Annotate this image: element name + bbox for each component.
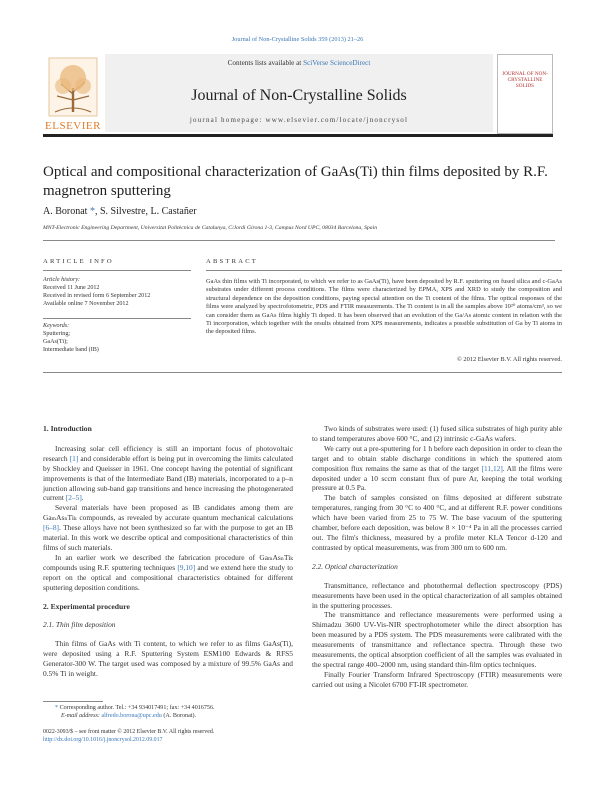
email-label: E-mail address: [61,713,102,719]
history-label: Article history: [43,277,81,283]
journal-homepage [105,116,493,124]
email-link[interactable]: alfredo.borona@upc.edu [101,713,162,719]
article-title: Optical and compositional characterization of GaAs(Ti) thin films deposited by R.F. magnetron sputtering [43,164,548,199]
journal-banner [105,54,493,132]
citation-link[interactable]: [2–5] [65,493,82,503]
paragraph: Finally Fourier Transform Infrared Spectroscopy (FTIR) measurements were carried out using a Nicolet 6700 FT-IR spectrometer. [312,669,562,689]
citation-header[interactable]: Journal of Non-Crystalline Solids 359 (2013) 21–26 [231,36,364,43]
author-list [43,206,197,217]
corresponding-author-mark[interactable]: * [89,206,95,217]
keywords [43,322,193,354]
abstract-text: GaAs thin films with Ti incorporated, to which we refer to as GaAs(Ti), have been deposited by R.F. sputtering on fused silica and c-GaAs substrates under different process conditions. The films were characterized by EPMA, XPS and XRD to study the composition and structural dependence on the deposition conditions, paying special attention on the Ti content of the films. The optical responses of the films were analyzed by spectrofotometric, PDS and FTIR measurements. The Ti content is in all the samples above 10²⁰ atoms/cm³, so we can consider them as GaAs films highly Ti doped. It has been observed that an evolution of the Ga/As atomic content in relation with the Ti incorporation, which together with the results obtained from XPS measurements, indicates a possible substitution of Ga by Ti atoms in the deposited films. [206,278,562,336]
doi-link[interactable]: http://dx.doi.org/10.1016/j.jnoncrysol.2012.09.017 [43,736,163,743]
journal-title: Journal of Non-Crystalline Solids [191,87,407,104]
keywords-rule [43,318,191,319]
homepage-prefix: journal homepage: [189,116,266,124]
paragraph: The transmittance and reflectance measurements were performed using a Shimadzu 3600 UV-Vis-NIR spectrophotometer while the direct absorption has been measured by a PDS system. The PDS measurements were calibrated with the measurements of transmittance and reflectance spectra. Through these two measurements, the optical absorption coefficient of all the samples was evaluated in the spectral range 400–2000 nm, using standard thin-film optics techniques. [312,610,562,669]
left-column [43,424,293,679]
paragraph: Several materials have been proposed as IB candidates among them are GaₘAsₙTiₖ compounds, as revealed by accurate quantum mechanical calculations [6–8]. These alloys have not been synthesized so far with the purpose to get an IB material. In this work we describe optical and compositional characteristics of thin films of such materials. [43,503,293,552]
citation-link[interactable]: [11,12] [481,463,503,473]
email-tail: (A. Boronat). [161,713,197,719]
abstract-heading: ABSTRACT [206,258,259,265]
section-heading-introduction: 1. Introduction [43,424,92,433]
article-info-rule [43,270,191,271]
author-first: A. Boronat [43,206,90,217]
section-heading-experimental: 2. Experimental procedure [43,601,130,611]
history-online: Available online 7 November 2012 [43,301,129,307]
paragraph: Thin films of GaAs with Ti content, to which we refer to as films GaAs(Ti), were deposited using a R.F. Sputtering System ESM100 Edwards & RFS5 Generator-300 W. The target used was composed by a mixture of 99.5% GaAs and 0.5% Ti in weight. [43,639,293,679]
author-others: , S. Silvestre, L. Castañer [94,206,197,217]
issn-doi-block [43,729,303,745]
keywords-label: Keywords: [43,323,70,329]
subsection-heading: 2.2. Optical characterization [312,561,398,571]
citation-link[interactable]: [9,10] [177,562,196,572]
history-revised: Received in revised form 6 September 2012 [43,293,151,299]
footnote-contact: Corresponding author. Tel.: +34 934017491; fax: +34 4016756. [58,705,215,711]
paragraph: Increasing solar cell efficiency is still an important focus of photovoltaic research [1] and considerable effort is being put in overcoming the limits calculated by Shockley and Queisser in 1961. One concept having the potential of significant improvements is that of the Intermediate Band (IB) materials, incorporated to a p–n junction allowing sub-band gap transitions and hence increasing the photogenerated current [2–5]. [43,443,293,503]
footnote [43,704,293,720]
right-column [312,424,562,690]
issn-line: 0022-3093/$ – see front matter © 2012 Elsevier B.V. All rights reserved. [43,729,215,735]
elsevier-wordmark: ELSEVIER [45,120,101,132]
paragraph: In an earlier work we described the fabrication procedure of GaₘAsₙTiₖ compounds using R.F. sputtering techniques [9,10] and we extend here the study to report on the optical and compositional characteristics obtained for different sputtering deposition conditions. [43,552,294,592]
footnote-mark: * [55,705,59,711]
homepage-link[interactable]: www.elsevier.com/locate/jnoncrysol [265,116,409,124]
section-divider [43,240,555,241]
citation-link[interactable]: [6–8] [43,523,60,533]
subsection-heading: 2.1. Thin film deposition [43,620,116,630]
history-received: Received 11 June 2012 [43,285,100,291]
article-info-heading: ARTICLE INFO [43,258,114,265]
keyword-item: Sputtering; [43,331,71,337]
paragraph: Transmittance, reflectance and photothermal deflection spectroscopy (PDS) measurements have been used in the optical characterization of all samples obtained in the sputtering processes. [312,580,562,610]
abstract-rule [206,270,562,271]
keyword-item: GaAs(Ti); [43,339,68,345]
contents-prefix: Contents lists available at [227,59,304,67]
journal-cover-thumbnail [497,54,553,134]
cover-title: JOURNAL OF NON-CRYSTALLINE SOLIDS [502,71,548,89]
article-history [43,276,193,308]
abstract-copyright: © 2012 Elsevier B.V. All rights reserved. [456,356,562,363]
paragraph: The batch of samples consisted on films deposited at different substrate temperatures, ranging from 30 °C to 400 °C, and at different R.F. power conditions which have been varied from 25 to 75 W. The base vacuum of the sputtering chamber, before each deposition, was below 8 × 10⁻⁴ Pa in all the processes carried out. The film's thickness, measured by a profile meter KLA Tencor d-120 and contrasted by optical measurements, was from 300 nm to 600 nm. [312,493,562,552]
journal-masthead [43,54,553,144]
masthead-rule [43,134,553,137]
citation-link[interactable]: [1] [69,453,79,463]
abstract-bottom-rule [43,372,562,373]
sciencedirect-link[interactable]: SciVerse ScienceDirect [303,59,371,67]
paragraph: Two kinds of substrates were used: (1) fused silica substrates of high purity able to stand temperatures above 600 °C, and (2) intrinsic c-GaAs wafers. [312,424,562,443]
footnote-rule [43,701,103,702]
contents-line [105,59,493,67]
affiliation: MNT-Electronic Engineering Department, Universitat Politècnica de Catalunya, C/Jordi Girona 1-3, Campus Nord UPC, 08034 Barcelona, Spain [43,225,378,231]
keyword-item: Intermediate band (IB) [43,347,99,353]
paragraph: We carry out a pre-sputtering for 1 h before each deposition in order to clean the target and to obtain stable discharge conditions in which the sputtered atom composition flux remains the same as that of the target [11,12]. All the films were deposited under a 10 sccm constant flux of pure Ar, keeping the total working pressure at 0.5 Pa. [312,443,562,493]
